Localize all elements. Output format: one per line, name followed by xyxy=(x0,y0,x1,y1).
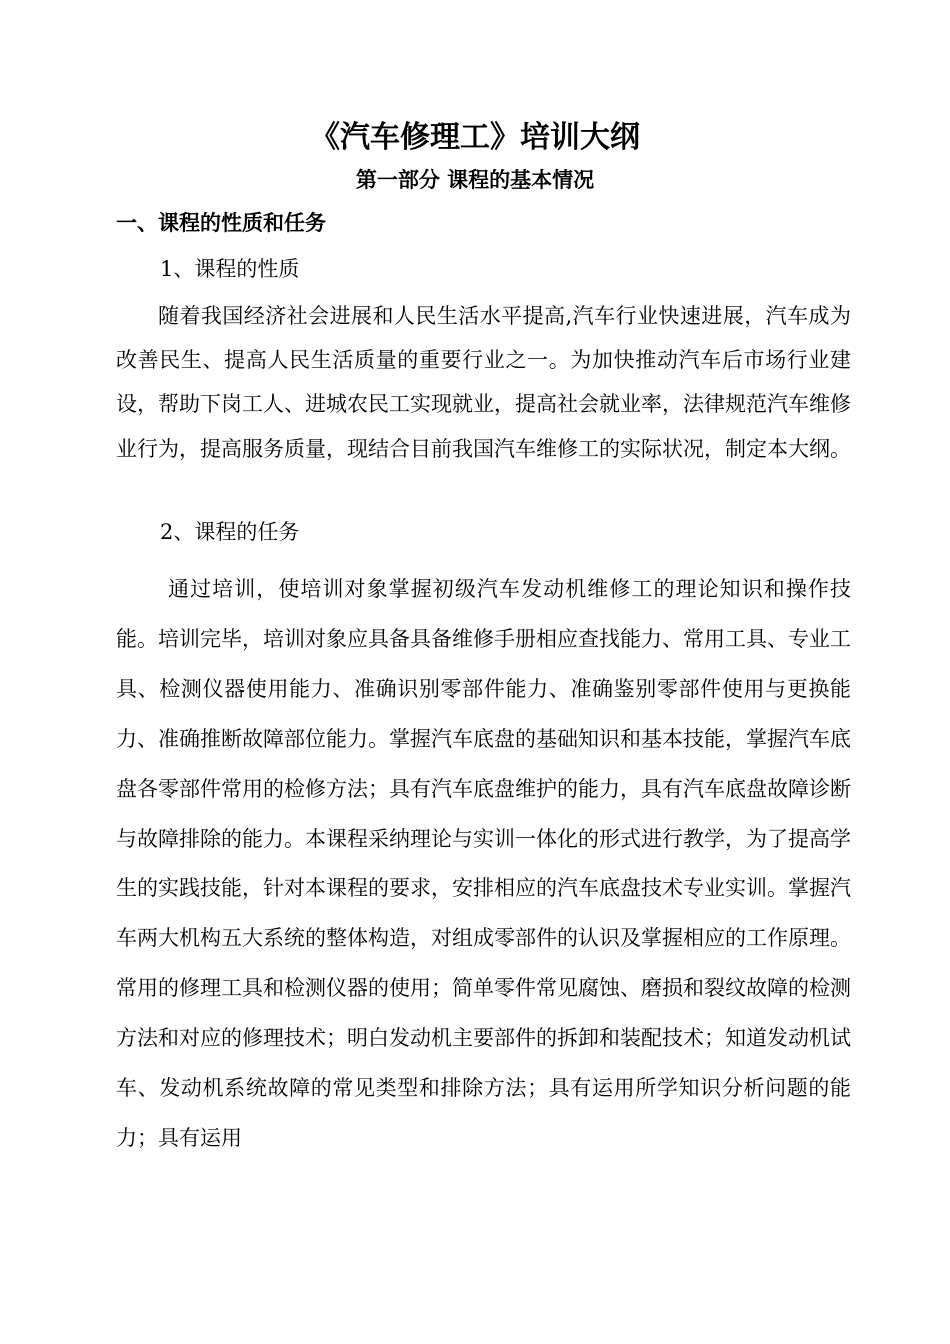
subsection-heading-nature: 1、课程的性质 xyxy=(160,257,300,281)
section-heading: 一、课程的性质和任务 xyxy=(116,210,326,235)
paragraph-tasks: 通过培训，使培训对象掌握初级汽车发动机维修工的理论知识和操作技能。培训完毕，培训对象应具备具备维修手册相应查找能力、常用工具、专业工具、检测仪器使用能力、准确识别零部件能力、准确鉴别零部件使用与更换能力、准确推断故障部位能力。掌握汽车底盘的基础知识和基本技能，掌握汽车底盘各零部件常用的检修方法；具有汽车底盘维护的能力，具有汽车底盘故障诊断与故障排除的能力。本课程采纳理论与实训一体化的形式进行教学，为了提高学生的实践技能，针对本课程的要求，安排相应的汽车底盘技术专业实训。掌握汽车两大机构五大系统的整体构造，对组成零部件的认识及掌握相应的工作原理。常用的修理工具和检测仪器的使用；简单零件常见腐蚀、磨损和裂纹故障的检测方法和对应的修理技术；明白发动机主要部件的拆卸和装配技术；知道发动机试车、发动机系统故障的常见类型和排除方法；具有运用所学知识分析问题的能力；具有运用 xyxy=(116,577,851,1150)
document-title: 《汽车修理工》培训大纲 xyxy=(310,120,640,155)
subsection-heading-tasks: 2、课程的任务 xyxy=(160,520,300,544)
part-title: 第一部分 课程的基本情况 xyxy=(355,167,595,192)
paragraph-nature: 随着我国经济社会进展和人民生活水平提高,汽车行业快速进展，汽车成为改善民生、提高人民生活质量的重要行业之一。为加快推动汽车后市场行业建设，帮助下岗工人、进城农民工实现就业，提高社会就业率，法律规范汽车维修业行为，提高服务质量，现结合目前我国汽车维修工的实际状况，制定本大纲。 xyxy=(116,304,851,461)
